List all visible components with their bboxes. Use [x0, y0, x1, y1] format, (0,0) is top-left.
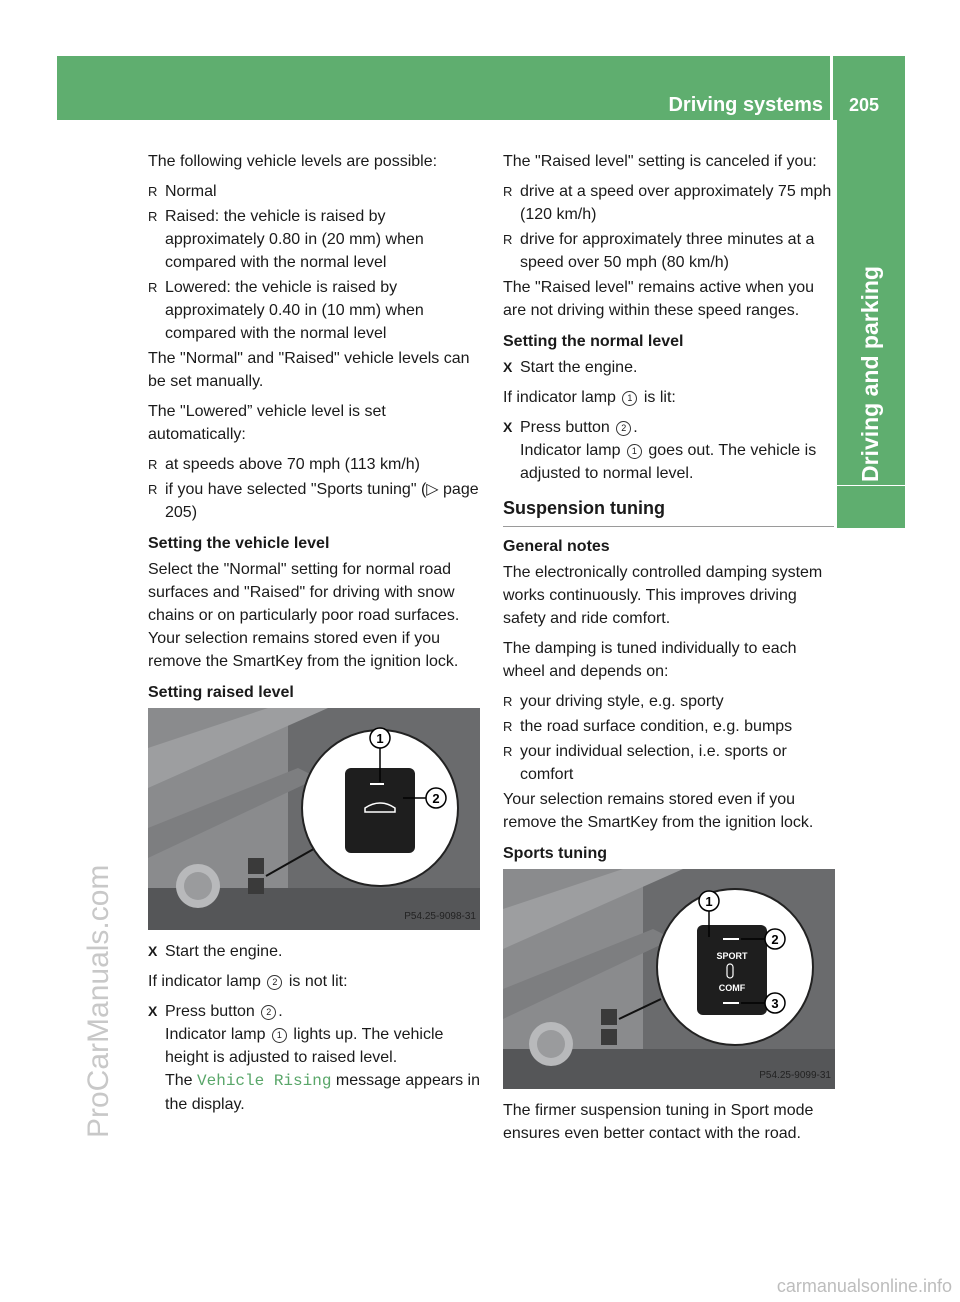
- figure-code: P54.25-9098-31: [404, 911, 476, 922]
- callout-ref: 2: [261, 1005, 276, 1020]
- callout-2: 2: [432, 791, 440, 806]
- callout-ref: 2: [616, 421, 631, 436]
- condition-text: If indicator lamp 1 is lit:: [503, 389, 676, 406]
- section-title: Driving systems: [668, 94, 823, 116]
- general-text: The electronically controlled damping system works continuously. This improves driving safety and ride comfort.: [503, 564, 823, 627]
- list-item: R Raised: the vehicle is raised by approximately 0.80 in (20 mm) when compared with the normal level: [148, 205, 481, 274]
- figure-raised-level: [148, 708, 480, 930]
- sports-heading: Sports tuning: [503, 845, 607, 862]
- auto-text: The "Lowered” vehicle level is set automatically:: [148, 403, 386, 443]
- instruction-step: X Start the engine.: [148, 940, 481, 963]
- callout-ref: 1: [627, 444, 642, 459]
- callout-ref: 2: [267, 975, 282, 990]
- tuned-text: The damping is tuned individually to each wheel and depends on:: [503, 640, 797, 680]
- cancel-intro: The "Raised level" setting is canceled if you:: [503, 153, 817, 170]
- callout-ref: 1: [622, 391, 637, 406]
- list-item: R your individual selection, i.e. sports or comfort: [503, 740, 834, 786]
- general-notes-heading: General notes: [503, 538, 610, 555]
- list-item: R drive for approximately three minutes at a speed over 50 mph (80 km/h): [503, 228, 834, 274]
- header-bar: [57, 56, 905, 120]
- figure-sports-tuning: [503, 869, 835, 1089]
- callout-2: 2: [771, 932, 779, 947]
- instruction-step: X Press button 2 . Indicator lamp 1 goes out. The vehicle is adjusted to normal level.: [503, 416, 834, 485]
- callout-ref: 1: [272, 1028, 287, 1043]
- list-item: R your driving style, e.g. sporty: [503, 690, 834, 713]
- setting-text: Select the "Normal" setting for normal road surfaces and "Raised" for driving with snow chains or on particularly poor road surfaces. Your selection remains stored even if you remove the SmartKey from the ignition lock.: [148, 561, 460, 670]
- right-column: [503, 150, 834, 1152]
- callout-1: 1: [376, 731, 384, 746]
- figure-code: P54.25-9099-31: [759, 1070, 831, 1081]
- suspension-tuning-title: Suspension tuning: [503, 497, 834, 527]
- manual-text: The "Normal" and "Raised" vehicle levels can be set manually.: [148, 350, 470, 390]
- list-item: R if you have selected "Sports tuning" (▷ page 205): [148, 478, 481, 524]
- comf-label: COMF: [718, 983, 746, 993]
- left-column: [148, 150, 481, 1123]
- header-separator: [830, 56, 833, 120]
- list-item: R Normal: [148, 180, 481, 203]
- list-item: R the road surface condition, e.g. bumps: [503, 715, 834, 738]
- stored-text: Your selection remains stored even if you remove the SmartKey from the ignition lock.: [503, 791, 814, 831]
- callout-1: 1: [705, 894, 713, 909]
- raised-heading: Setting raised level: [148, 684, 294, 701]
- watermark-side: ProCarManuals.com: [82, 864, 115, 1138]
- chapter-tab-block: [837, 486, 905, 528]
- instruction-step: X Press button 2 . Indicator lamp 1 lights up. The vehicle height is adjusted to raised level. The Vehicle Rising message appears in the display.: [148, 1000, 481, 1116]
- condition-text: If indicator lamp 2 is not lit:: [148, 973, 348, 990]
- list-item: R at speeds above 70 mph (113 km/h): [148, 453, 481, 476]
- list-item: R Lowered: the vehicle is raised by approximately 0.40 in (10 mm) when compared with the normal level: [148, 276, 481, 345]
- setting-heading: Setting the vehicle level: [148, 535, 330, 552]
- watermark-bottom: carmanualsonline.info: [776, 1276, 952, 1296]
- chapter-tab-label: Driving and parking: [857, 266, 883, 482]
- console-illustration: [503, 869, 835, 1089]
- list-item: R drive at a speed over approximately 75 mph (120 km/h): [503, 180, 834, 226]
- callout-3: 3: [771, 996, 779, 1011]
- sport-label: SPORT: [716, 951, 748, 961]
- instruction-step: X Start the engine.: [503, 356, 834, 379]
- remains-text: The "Raised level" remains active when you are not driving within these speed ranges.: [503, 279, 815, 319]
- levels-intro: The following vehicle levels are possible:: [148, 153, 438, 170]
- console-illustration: [148, 708, 480, 930]
- page-number: 205: [848, 95, 879, 115]
- firmer-text: The firmer suspension tuning in Sport mode ensures even better contact with the road.: [503, 1102, 814, 1142]
- normal-heading: Setting the normal level: [503, 333, 684, 350]
- display-message: Vehicle Rising: [197, 1072, 332, 1090]
